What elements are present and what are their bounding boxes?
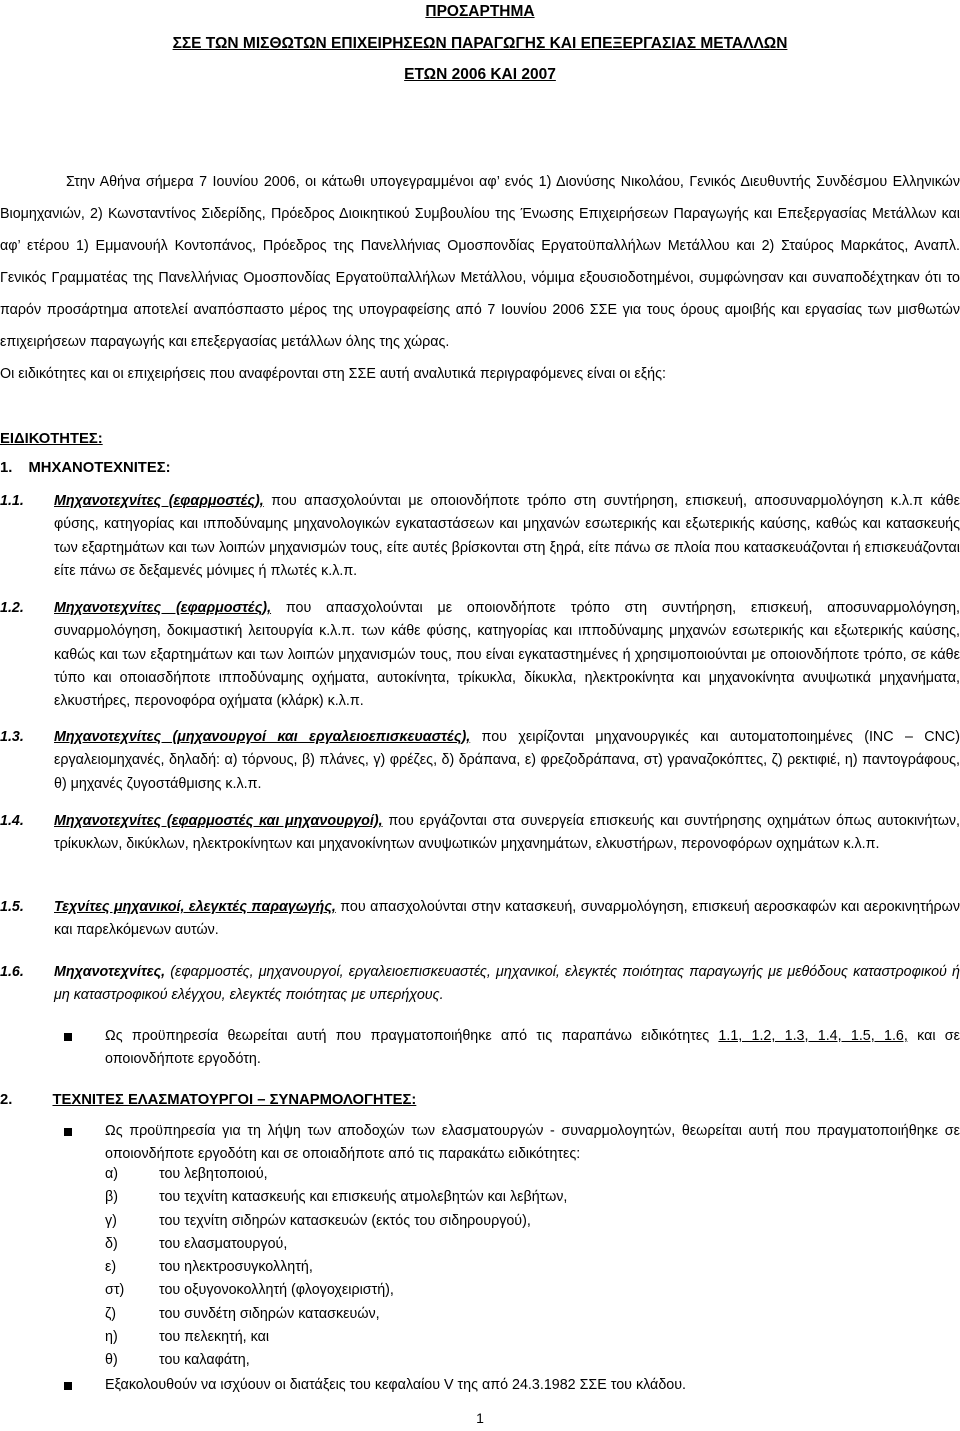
item-text: που απασχολούνται με οποιονδήποτε τρόπο στη συντήρηση, επισκευή, αποσυναρμολόγηση, συναρμολόγηση, δοκιμαστική λειτουργία κ.λ.π. των κάθε φύσης, κατηγορίας και ιπποδύναμης μηχανών εσωτερικής και εξωτερικής καύσης, καθώς και των εξαρτημάτων και των λοιπών μηχανισμών τους, που είναι εγκαταστημένες ή χρησιμοποιούνται με οποιονδήποτε τρόπο, σε κάθε τύπο και οποιασδήποτε ιπποδύναμης οχήματα, αυτοκίνητα, τρίκυκλα, δίκυκλα, ηλεκτροκίνητα και μηχανοκίνητα ανυψωτικά μηχανήματα, ελκυστήρες, περονοφόρα οχήματα (κλάρκ) κ.λ.π. [54,600,960,710]
item-number: 1.5. [0,899,24,915]
item-text: που εργάζονται στα συνεργεία επισκευής και συντήρησης οχημάτων όπως αυτοκινήτων, τρίκυκλων, δικύκλων, ηλεκτροκίνητων και μηχανοκίνητων ανυψωτικών μηχανημάτων, ελκυστήρων, περονοφόρων οχημάτων κ.λ.π. [54,813,960,853]
item-lead: Μηχανοτεχνίτες (εφαρμοστές και μηχανουργοί), [54,813,383,829]
item-number: 1.3. [0,729,24,745]
title-agreement: ΣΣΕ ΤΩΝ ΜΙΣΘΩΤΩΝ ΕΠΙΧΕΙΡΗΣΕΩΝ ΠΑΡΑΓΩΓΗΣ ΚΑΙ ΕΠΕΞΕΡΓΑΣΙΑΣ ΜΕΤΑΛΛΩΝ [172,35,788,52]
intro-paragraph: Στην Αθήνα σήμερα 7 Ιουνίου 2006, οι κάτωθι υπογεγραμμένοι αφ’ ενός 1) Διονύσης Νικολάου, Γενικός Διευθυντής Συνδέσμου Ελληνικών Βιομηχανιών, 2) Κωνσταντίνος Σιδερίδης, Πρόεδρος Διοικητικού Συμβουλίου της Ένωσης Επιχειρήσεων Παραγωγής και Επεξεργασίας Μετάλλων και αφ’ ετέρου 1) Εμμανουήλ Κοντοπάνος, Πρόεδρος της Πανελλήνιας Ομοσπονδίας Εργατοϋπαλλήλων Μετάλλου και 2) Σταύρος Μαρκάτος, Αναπλ. Γενικός Γραμματέας της Πανελλήνιας Ομοσπονδίας Εργατοϋπαλλήλων Μετάλλου, νόμιμα εξουσιοδοτημένοι, συμφώνησαν και συναποδέχτηκαν ότι το παρόν προσάρτημα αποτελεί αναπόσπαστο μέρος της υπογραφείσης από 7 Ιουνίου 2006 ΣΣΕ για τους όρους αμοιβής και εργασίας των μισθωτών επιχειρήσεων παραγωγής και επεξεργασίας μετάλλων όλης της χώρας. [0,174,960,350]
item-1-5 [0,896,960,943]
specialties-heading: ΕΙΔΙΚΟΤΗΤΕΣ: [0,431,103,447]
item-1-1 [0,490,960,583]
note-section-1 [0,1025,960,1072]
item-number: 1.2. [0,600,24,616]
item-lead: Τεχνίτες μηχανικοί, ελεγκτές παραγωγής, [54,899,336,915]
document-page: ΠΡΟΣΑΡΤΗΜΑ ΣΣΕ ΤΩΝ ΜΙΣΘΩΤΩΝ ΕΠΙΧΕΙΡΗΣΕΩΝ ΠΑΡΑΓΩΓΗΣ ΚΑΙ ΕΠΕΞΕΡΓΑΣΙΑΣ ΜΕΤΑΛΛΩΝ ΕΤΩΝ 2006 ΚΑΙ 2007 Στην Αθήνα σήμερα 7 Ιουνίου 2006, οι κάτωθι υπογεγραμμένοι αφ’ ενός 1) Διονύσης Νικολάου, Γενικός Διευθυντής Συνδέσμου Ελληνικών Βιομηχανιών, 2) Κωνσταντίνος Σιδερίδης, Πρόεδρος Διοικητικού Συμβουλίου της Ένωσης Επιχειρήσεων Παραγωγής και Επεξεργασίας Μετάλλων και αφ’ ετέρου 1) Εμμανουήλ Κοντοπάνος, Πρόεδρος της Πανελλήνιας Ομοσπονδίας Εργατοϋπαλλήλων Μετάλλου και 2) Σταύρος Μαρκάτος, Αναπλ. Γενικός Γραμματέας της Πανελλήνιας Ομοσπονδίας Εργατοϋπαλλήλων Μετάλλου, νόμιμα εξουσιοδοτημένοι, συμφώνησαν και συναποδέχτηκαν ότι το παρόν προσάρτημα αποτελεί αναπόσπαστο μέρος της υπογραφείσης από 7 Ιουνίου 2006 ΣΣΕ για τους όρους αμοιβής και εργασίας των μισθωτών επιχειρήσεων παραγωγής και επεξεργασίας μετάλλων όλης της χώρας. Οι ειδικότητες και οι επιχειρήσεις που αναφέρονται στη ΣΣΕ αυτή αναλυτικά περιγραφόμενες είναι οι εξής: ΕΙΔΙΚΟΤΗΤΕΣ: 1. ΜΗΧΑΝΟΤΕΧΝΙΤΕΣ: 1.1. Μηχανοτεχνίτες (εφαρμοστές), που απασχολούνται με οποιονδήποτε τρόπο στη συντήρηση, επισκευή, αποσυναρμολόγηση κ.λ.π κάθε φύσης, κατηγορίας και ιπποδύναμης μηχανολογικών εγκαταστάσεων και μηχανών εσωτερικής και εξωτερικής καύσης, καθώς και κατασκευής των εξαρτημάτων και των λοιπών μηχανισμών τους, είτε αυτές βρίσκονται στη ξηρά, είτε πάνω σε πλοία που κατασκευάζονται ή επισκευάζονται είτε πάνω σε δεξαμενές μόνιμες ή πλωτές κ.λ.π. 1.2. Μηχανοτεχνίτες (εφαρμοστές), που απασχολούνται με οποιονδήποτε τρόπο στη συντήρηση, επισκευή, αποσυναρμολόγηση, συναρμολόγηση, δοκιμαστική λειτουργία κ.λ.π. των κάθε φύσης, κατηγορίας και ιπποδύναμης μηχανών εσωτερικής και εξωτερικής καύσης, καθώς και των εξαρτημάτων και των λοιπών μηχανισμών τους, που είναι εγκαταστημένες ή χρησιμοποιούνται με οποιονδήποτε τρόπο, σε κάθε τύπο και οποιασδήποτε ιπποδύναμης οχήματα, αυτοκίνητα, τρίκυκλα, δίκυκλα, ηλεκτροκίνητα και μηχανοκίνητα ανυψωτικά μηχανήματα, ελκυστήρες, περονοφόρα οχήματα (κλάρκ) κ.λ.π. 1.3. Μηχανοτεχνίτες (μηχανουργοί και εργαλειοεπισκευαστές), που χειρίζονται μηχανουργικές και αυτοματοποιημένες (INC – CNC) εργαλειομηχανές, δηλαδή: α) τόρνους, β) πλάνες, γ) φρέζες, δ) δράπανα, ε) φρεζοδράπανα, στ) γραναζοκόπτες, ζ) ρεκτιφιέ, η) παντογράφους, θ) μηχανές ζυγοστάθμισης κ.λ.π. 1.4. Μηχανοτεχνίτες (εφαρμοστές και μηχανουργοί), που εργάζονται στα συνεργεία επισκευής και συντήρησης οχημάτων όπως αυτοκινήτων, τρίκυκλων, δικύκλων, ηλεκτροκίνητων και μηχανοκίνητων ανυψωτικών μηχανημάτων, ελκυστήρων, περονοφόρων οχημάτων κ.λ.π. 1.5. Τεχνίτες μηχανικοί, ελεγκτές παραγωγής, που απασχολούνται στην κατασκευή, συναρμολόγηση, επισκευή αεροσκαφών και αεροκινητήρων και παρελκόμενων αυτών. 1.6. Μηχανοτεχνίτες, (εφαρμοστές, μηχανουργοί, εργαλειοεπισκευαστές, μηχανικοί, ελεγκτές ποιότητας παραγωγής με μεθόδους καταστροφικού ή μη καταστροφικού ελέγχου, ελεγκτές ποιότητας με υπερήχους. Ως προϋπηρεσία θεωρείται αυτή που πραγματοποιήθηκε από τις παραπάνω ειδικότητες 1.1, 1.2, 1.3, 1.4, 1.5, 1.6, και σε οποιονδήποτε εργοδότη. 2. ΤΕΧΝΙΤΕΣ ΕΛΑΣΜΑΤΟΥΡΓΟΙ – ΣΥΝΑΡΜΟΛΟΓΗΤΕΣ: Ως προϋπηρεσία για τη λήψη των αποδοχών των ελασματουργών - συναρμολογητών, θεωρείται αυτή που πραγματοποιήθηκε σε οποιονδήποτε εργοδότη και σε οποιαδήποτε από τις παρακάτω ειδικότητες: α) του λεβητοποιού, β) του τεχνίτη κατασκευής και επισκευής ατμολεβητών και λεβήτων, γ) του τεχνίτη σιδηρών κατασκευών (εκτός του σιδηρουργού), δ) του ελασματουργού, ε) του ηλεκτροσυγκολλητή, στ) του οξυγονοκολλητή (φλογοχειριστή), ζ) του συνδέτη σιδηρών κατασκευών, η) του πελεκητή, και θ) του καλαφάτη, Εξακολουθούν να ισχύουν οι διατάξεις του κεφαλαίου V της από 24.3.1982 ΣΣΕ του κλάδου. 1 [0,3,960,1426]
item-1-6 [0,961,960,1008]
item-text: που χειρίζονται μηχανουργικές και αυτοματοποιημένες (INC – CNC) εργαλειομηχανές, δηλαδή: α) τόρνους, β) πλάνες, γ) φρέζες, δ) δράπανα, ε) φρεζοδράπανα, στ) γραναζοκόπτες, ζ) ρεκτιφιέ, η) παντογράφους, θ) μηχανές ζυγοστάθμισης κ.λ.π. [54,729,960,792]
section-2-heading [0,1089,416,1111]
item-lead: Μηχανοτεχνίτες (εφαρμοστές), [54,493,264,509]
page-number: 1 [476,1410,484,1426]
item-lead: Μηχανοτεχνίτες (μηχανουργοί και εργαλειοεπισκευαστές), [54,729,471,745]
item-text: που απασχολούνται στην κατασκευή, συναρμολόγηση, επισκευή αεροσκαφών και αεροκινητήρων και παρελκόμενων αυτών. [54,899,960,939]
item-1-4 [0,810,960,857]
note-text-end: και σε οποιονδήποτε εργοδότη. [105,1028,960,1068]
section-2-number: 2. [0,1092,13,1108]
item-text: που απασχολούνται με οποιονδήποτε τρόπο στη συντήρηση, επισκευή, αποσυναρμολόγηση κ.λ.π κάθε φύσης, κατηγορίας και ιπποδύναμης μηχανολογικών εγκαταστάσεων και μηχανών εσωτερικής και εξωτερικής καύσης, καθώς και κατασκευής των εξαρτημάτων και των λοιπών μηχανισμών τους, είτε αυτές βρίσκονται στη ξηρά, είτε πάνω σε πλοία που κατασκευάζονται ή επισκευάζονται είτε πάνω σε δεξαμενές μόνιμες ή πλωτές κ.λ.π. [54,493,960,579]
item-1-3 [0,726,960,796]
section-1-title: ΜΗΧΑΝΟΤΕΧΝΙΤΕΣ: [28,460,171,476]
final-note [0,1374,960,1397]
note-section-2 [0,1120,960,1167]
note-text: Ως προϋπηρεσία για τη λήψη των αποδοχών των ελασματουργών - συναρμολογητών, θεωρείται αυτή που πραγματοποιήθηκε σε οποιονδήποτε εργοδότη και σε οποιαδήποτε από τις παρακάτω ειδικότητες: [105,1123,960,1163]
bullet-square-icon [64,1128,72,1136]
title-years: ΕΤΩΝ 2006 ΚΑΙ 2007 [404,66,556,83]
section-1-number: 1. [0,460,13,476]
bullet-square-icon [64,1382,72,1390]
item-1-2 [0,597,960,713]
item-lead: Μηχανοτεχνίτες (εφαρμοστές), [54,600,272,616]
item-number: 1.6. [0,964,24,980]
intro-paragraph-2: Οι ειδικότητες και οι επιχειρήσεις που αναφέρονται στη ΣΣΕ αυτή αναλυτικά περιγραφόμενες είναι οι εξής: [0,366,666,382]
bullet-square-icon [64,1033,72,1041]
item-lead: Μηχανοτεχνίτες, [54,964,166,980]
item-number: 1.1. [0,493,24,509]
item-number: 1.4. [0,813,24,829]
item-text: (εφαρμοστές, μηχανουργοί, εργαλειοεπισκευαστές, μηχανικοί, ελεγκτές ποιότητας παραγωγής με μεθόδους καταστροφικού ή μη καταστροφικού ελέγχου, ελεγκτές ποιότητας με υπερήχους. [54,964,960,1004]
final-note-text: Εξακολουθούν να ισχύουν οι διατάξεις του κεφαλαίου V της από 24.3.1982 ΣΣΕ του κλάδου. [105,1377,687,1393]
section-2-title: ΤΕΧΝΙΤΕΣ ΕΛΑΣΜΑΤΟΥΡΓΟΙ – ΣΥΝΑΡΜΟΛΟΓΗΤΕΣ: [52,1092,417,1108]
intro-section [0,166,960,390]
note-text: Ως προϋπηρεσία θεωρείται αυτή που πραγματοποιήθηκε από τις παραπάνω ειδικότητες [105,1028,719,1044]
note-refs: 1.1, 1.2, 1.3, 1.4, 1.5, 1.6, [718,1028,908,1044]
title-annex: ΠΡΟΣΑΡΤΗΜΑ [425,3,535,20]
section-1-heading [0,457,171,479]
